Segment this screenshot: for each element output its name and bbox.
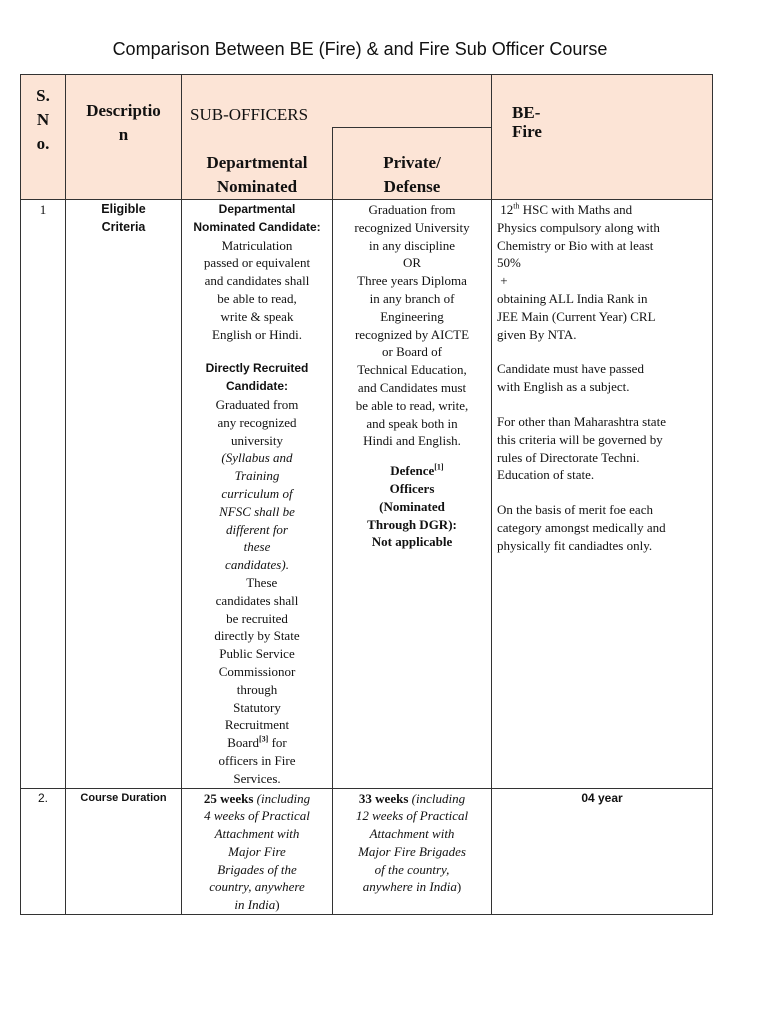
row1-sno: 1: [21, 200, 66, 789]
row1-private: Graduation from recognized University in any discipline OR Three years Diploma in any branch of Engineering recognized by AICTE or Board of Technical Education, and Candidates must be able to read, write, and speak both in Hindi and English. Defence[1] Officers (Nominated Through DGR): Not applicable: [333, 200, 492, 789]
header-sub-officers: SUB-OFFICERS: [182, 75, 492, 128]
table-row: [21, 200, 713, 789]
row2-private: 33 weeks (including 12 weeks of Practical Attachment with Major Fire Brigades of the country, anywhere in India): [333, 788, 492, 915]
page-title: Comparison Between BE (Fire) & and Fire Sub Officer Course: [112, 39, 608, 59]
row1-departmental: Departmental Nominated Candidate: Matriculation passed or equivalent and candidates shall be able to read, write & speak English or Hindi. Directly Recruited Candidate: Graduated from any recognized university (Syllabus and Training curriculum of NFSC shall be different for these candidates). These candidates shall be recruited directly by State Public Service Commissionor through Statutory Recruitment Board[3] for officers in Fire Services.: [182, 200, 333, 789]
comparison-table: [20, 74, 713, 915]
row1-be-fire: 12th HSC with Maths and Physics compulsory along with Chemistry or Bio with at least 50% + obtaining ALL India Rank in JEE Main (Current Year) CRL given By NTA. Candidate must have passed with English as a subject. For other than Maharashtra state this criteria will be governed by rules of Directorate Techni. Education of state. On the basis of merit foe each category amongst medically and physically fit candiadtes only.: [492, 200, 713, 789]
row2-description: Course Duration: [66, 788, 182, 915]
row2-be-fire: 04 year: [492, 788, 713, 915]
table-row: [21, 788, 713, 915]
footnote-ref: [3]: [259, 734, 269, 744]
row1-description: Eligible Criteria: [66, 200, 182, 789]
header-be-fire: BE- Fire: [492, 75, 713, 200]
header-description: Descriptio n: [66, 75, 182, 200]
header-private: Private/ Defense: [333, 128, 492, 200]
row2-sno: 2.: [21, 788, 66, 915]
footnote-ref: [1]: [434, 462, 444, 472]
row2-departmental: 25 weeks (including 4 weeks of Practical Attachment with Major Fire Brigades of the country, anywhere in India): [182, 788, 333, 915]
header-sno: S. N o.: [21, 75, 66, 200]
header-departmental: Departmental Nominated: [182, 128, 333, 200]
